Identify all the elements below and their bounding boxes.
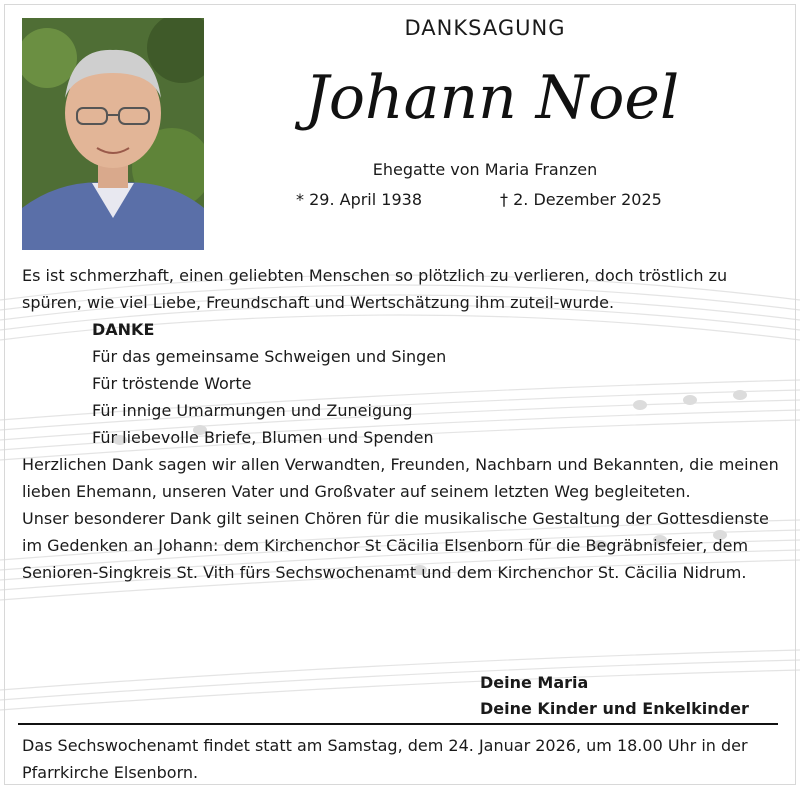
- thanks-title: DANKE: [92, 320, 155, 339]
- mass-notice: Das Sechswochenamt findet statt am Samstag, dem 24. Januar 2026, um 18.00 Uhr in der Pfarrkirche Elsenborn.: [22, 736, 748, 782]
- signature-line: Deine Kinder und Enkelkinder: [480, 699, 749, 718]
- thanks-item: Für innige Umarmungen und Zuneigung: [92, 401, 413, 420]
- deceased-name: Johann Noel: [304, 63, 680, 133]
- gratitude-paragraph: Herzlichen Dank sagen wir allen Verwandten, Freunden, Nachbarn und Bekannten, die meinen lieben Ehemann, unseren Vater und Großvater auf seinem letzten Weg begleiteten.: [22, 455, 779, 501]
- thanks-list: [22, 316, 782, 451]
- heading-danksagung: DANKSAGUNG: [404, 16, 566, 40]
- signature-line: Deine Maria: [480, 673, 589, 692]
- birth-date: * 29. April 1938: [296, 190, 422, 209]
- signature-block: [480, 670, 749, 722]
- thanks-item: Für tröstende Worte: [92, 374, 252, 393]
- thanks-item: Für das gemeinsame Schweigen und Singen: [92, 347, 447, 366]
- intro-paragraph: Es ist schmerzhaft, einen geliebten Menschen so plötzlich zu verlieren, doch tröstlich zu spüren, wie viel Liebe, Freundschaft und Wertschätzung ihm zuteil-wurde.: [22, 266, 728, 312]
- death-date: † 2. Dezember 2025: [500, 190, 662, 209]
- message-body: [22, 262, 782, 586]
- spouse-line: Ehegatte von Maria Franzen: [372, 160, 598, 179]
- portrait-photo: [22, 18, 204, 250]
- divider: [18, 723, 778, 725]
- thanks-item: Für liebevolle Briefe, Blumen und Spenden: [92, 428, 434, 447]
- choir-paragraph: Unser besonderer Dank gilt seinen Chören für die musikalische Gestaltung der Gottesdienste im Gedenken an Johann: dem Kirchenchor St Cäcilia Elsenborn für die Begräbnisfeier, dem Senioren-Singkreis St. Vith fürs Sechswochenamt und dem Kirchenchor St. Cäcilia Nidrum.: [22, 509, 769, 582]
